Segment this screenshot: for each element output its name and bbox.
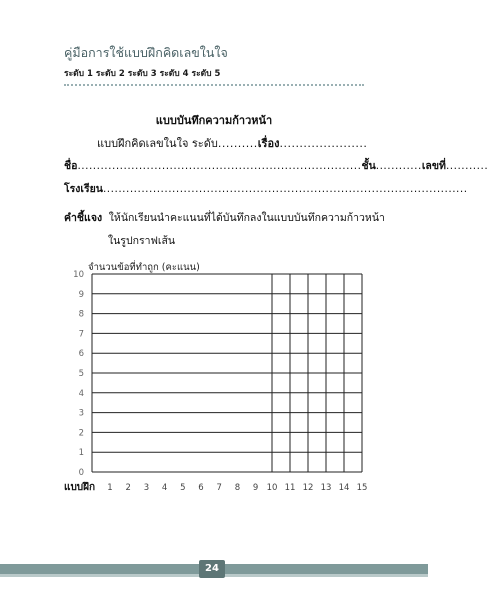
level-blank: .......... xyxy=(217,137,258,150)
x-tick-label: 2 xyxy=(125,483,131,493)
y-tick-label: 9 xyxy=(78,289,84,300)
topic-blank: ...................... xyxy=(279,137,368,150)
x-tick-label: 10 xyxy=(266,483,278,493)
school-label: โรงเรียน xyxy=(64,183,103,195)
name-blank: .......................................................................... xyxy=(77,160,362,172)
x-tick-label: 5 xyxy=(180,483,186,493)
x-tick-label: 6 xyxy=(198,483,204,493)
y-tick-label: 7 xyxy=(78,329,84,340)
school-blank: ............................................................................................... xyxy=(102,183,468,195)
page-header-levels: ระดับ 1 ระดับ 2 ระดับ 3 ระดับ 4 ระดับ 5 xyxy=(64,69,221,79)
y-tick-label: 4 xyxy=(78,388,84,399)
x-tick-label: 9 xyxy=(252,483,259,493)
y-tick-label: 1 xyxy=(78,448,84,459)
number-label: เลขที่ xyxy=(421,160,446,172)
y-axis-label: จำนวนข้อที่ทำถูก (คะแนน) xyxy=(88,262,200,273)
number-blank: ........... xyxy=(445,160,488,172)
x-tick-label: 8 xyxy=(234,483,241,493)
x-tick-label: 11 xyxy=(284,483,296,493)
name-label: ชื่อ xyxy=(64,160,78,172)
subtitle-topic-label: เรื่อง xyxy=(257,137,280,150)
x-axis-label: แบบฝึก xyxy=(64,482,96,493)
x-tick-label: 15 xyxy=(356,483,368,493)
y-tick-label: 5 xyxy=(78,369,84,379)
y-tick-label: 0 xyxy=(78,468,84,478)
x-tick-label: 1 xyxy=(107,483,113,493)
x-tick-label: 7 xyxy=(216,483,222,493)
subtitle-prefix: แบบฝึกคิดเลขในใจ ระดับ xyxy=(97,137,218,150)
form-title: แบบบันทึกความก้าวหน้า xyxy=(155,114,273,127)
x-tick-label: 3 xyxy=(143,483,150,493)
page-number: 24 xyxy=(199,560,225,578)
x-tick-label: 13 xyxy=(320,483,332,493)
x-tick-label: 12 xyxy=(302,483,314,493)
instructions-text: ให้นักเรียนนำคะแนนที่ได้บันทึกลงในแบบบันทึกความก้าวหน้า xyxy=(108,212,385,224)
y-tick-label: 3 xyxy=(78,408,84,419)
y-tick-label: 8 xyxy=(78,309,84,320)
instructions-label: คำชี้แจง xyxy=(64,212,103,224)
y-tick-label: 6 xyxy=(78,349,84,360)
class-blank: ............ xyxy=(375,160,422,172)
x-tick-label: 14 xyxy=(338,483,350,493)
y-tick-label: 10 xyxy=(73,270,84,280)
x-tick-label: 4 xyxy=(161,483,168,493)
y-tick-label: 2 xyxy=(78,428,84,439)
page-header-title: คู่มือการใช้แบบฝึกคิดเลขในใจ xyxy=(64,45,228,60)
instructions-text-2: ในรูปกราฟเส้น xyxy=(108,235,176,247)
class-label: ชั้น xyxy=(361,160,376,172)
